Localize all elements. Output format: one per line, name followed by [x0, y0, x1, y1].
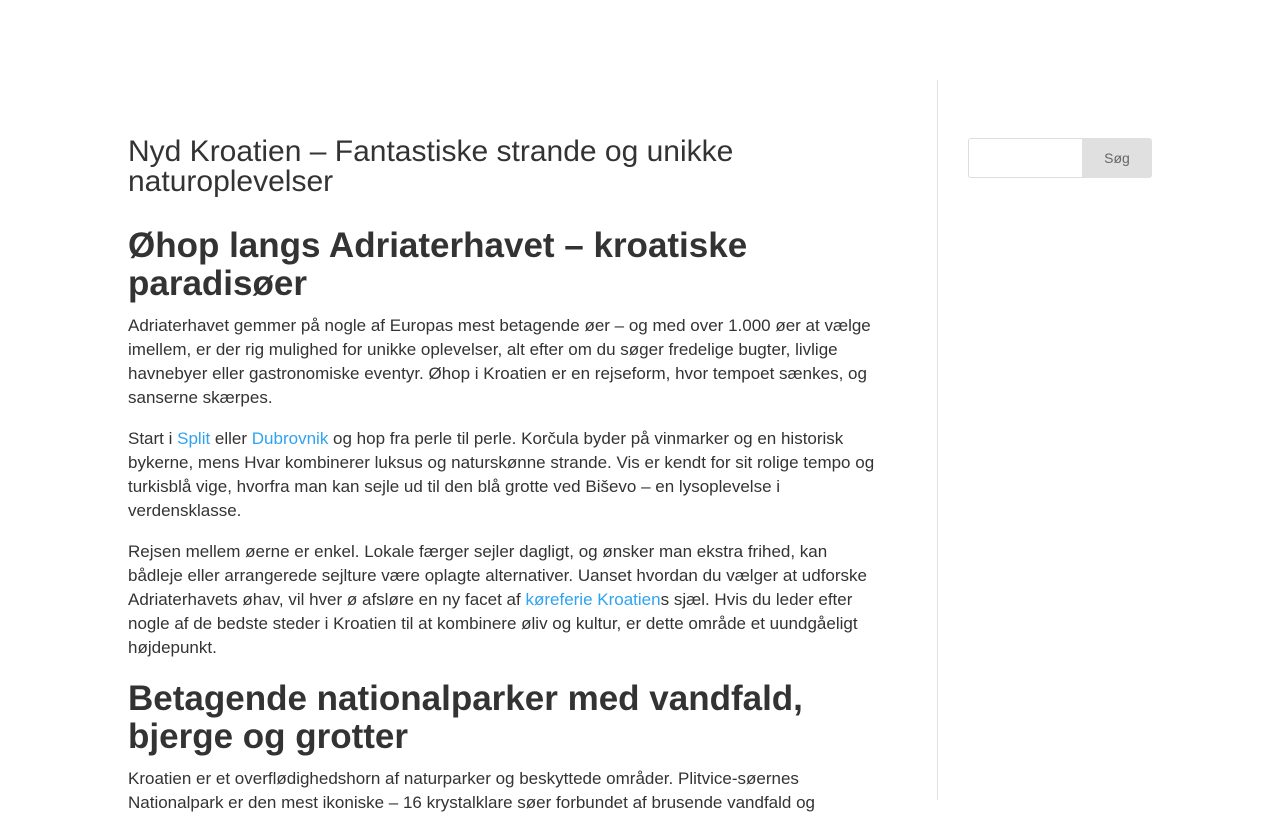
paragraph-start-split: [128, 427, 878, 523]
paragraph-text: eller: [210, 429, 252, 448]
main-content: [128, 80, 878, 815]
link-dubrovnik[interactable]: Dubrovnik: [251, 429, 329, 448]
paragraph-text: Rejsen mellem øerne er enkel. Lokale færger sejler dagligt, og ønsker man ekstra frihed, kan bådleje eller arrangerede sejlture være oplagte alternativer. Uanset hvordan du vælger at udforske Adriaterhavets øhav, vil hver ø afsløre en ny facet af: [128, 542, 867, 609]
link-koereferie-kroatien[interactable]: køreferie Kroatien: [525, 590, 661, 609]
search-input[interactable]: [968, 138, 1082, 178]
section-heading-island-hopping: Øhop langs Adriaterhavet – kroatiske paradisøer: [128, 226, 748, 303]
page-title: Nyd Kroatien – Fantastiske strande og unikke naturoplevelser: [128, 135, 734, 198]
paragraph-text: Start i: [128, 429, 178, 448]
site-header: [0, 0, 1280, 80]
sidebar-divider: [937, 80, 938, 800]
link-split[interactable]: Split: [177, 429, 211, 448]
sidebar: [968, 138, 1152, 178]
paragraph-ferries: [128, 540, 878, 660]
paragraph-national-parks: Kroatien er et overflødighedshorn af naturparker og beskyttede områder. Plitvice-søernes Nationalpark er den mest ikoniske – 16 krystalklare søer forbundet af brusende vandfald og: [128, 769, 815, 812]
section-heading-national-parks: Betagende nationalparker med vandfald, bjerge og grotter: [128, 679, 803, 756]
search-form: [968, 138, 1152, 178]
paragraph-text: s sjæl. Hvis du leder efter nogle af de bedste steder i Kroatien til at kombinere øliv og kultur, er dette område et uundgåeligt højdepunkt.: [128, 590, 858, 657]
paragraph-intro: Adriaterhavet gemmer på nogle af Europas mest betagende øer – og med over 1.000 øer at vælge imellem, er der rig mulighed for unikke oplevelser, alt efter om du søger fredelige bugter, livlige havnebyer eller gastronomiske eventyr. Øhop i Kroatien er en rejseform, hvor tempoet sænkes, og sanserne skærpes.: [128, 316, 871, 407]
search-button[interactable]: Søg: [1082, 138, 1152, 178]
paragraph-text: og hop fra perle til perle. Korčula byder på vinmarker og en historisk bykerne, mens Hvar kombinerer luksus og naturskønne strande. Vis er kendt for sit rolige tempo og turkisblå vige, hvorfra man kan sejle ud til den blå grotte ved Biševo – en lysoplevelse i verdensklasse.: [128, 429, 875, 520]
